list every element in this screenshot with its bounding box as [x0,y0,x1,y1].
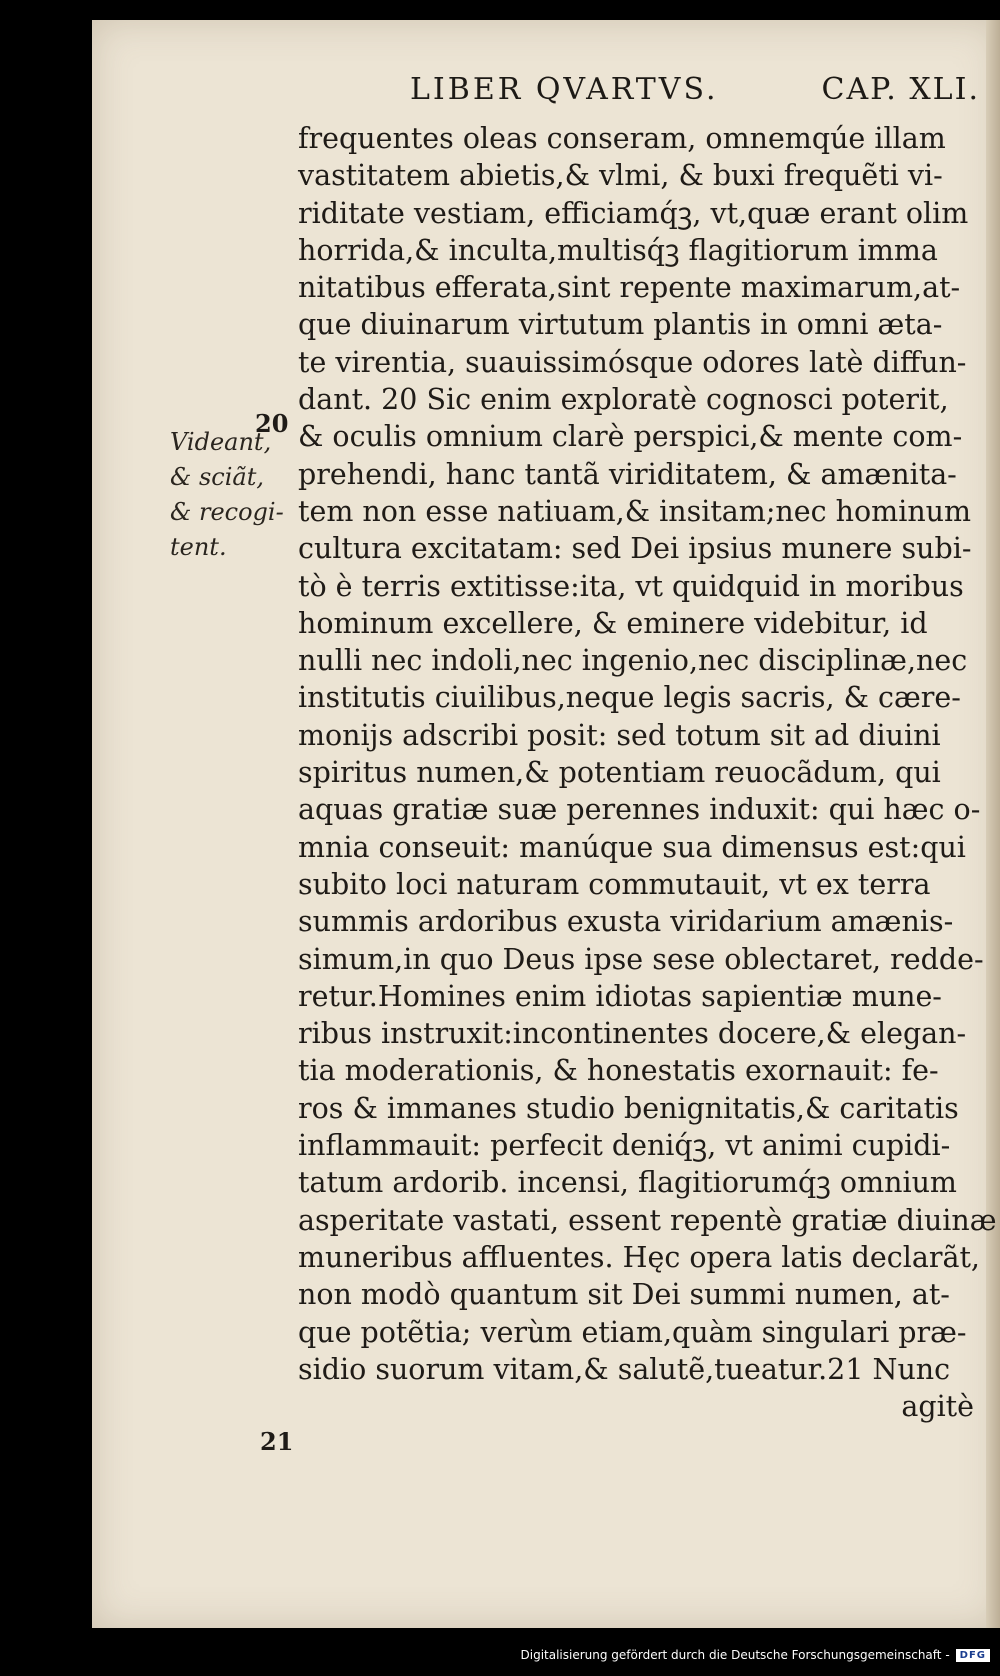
catchword: agitè [901,1390,974,1424]
text-line: prehendi, hanc tantã viriditatem, & amænita- [298,457,957,491]
text-line: spiritus numen,& potentiam reuocãdum, qui [298,756,941,790]
verse-number-20: 20 [255,409,289,438]
text-line: institutis ciuilibus,neque legis sacris, & cære- [298,681,961,715]
text-line: retur.Homines enim idiotas sapientiæ mune- [298,979,942,1013]
credit-text: Digitalisierung gefördert durch die Deutsche Forschungsgemeinschaft - [520,1648,950,1662]
text-line: vastitatem abietis,& vlmi, & buxi frequẽti vi- [298,159,943,193]
dfg-logo: DFG [956,1649,990,1662]
text-line: inflammauit: perfecit deniq́ꝫ, vt animi cupidi- [298,1129,951,1163]
marginal-note-line: tent. [170,533,227,561]
digitization-credit [521,1640,991,1670]
marginal-note-line: Videant, [170,428,272,456]
text-line: mnia conseuit: manúque sua dimensus est:qui [298,830,966,864]
text-line: subito loci naturam commutauit, vt ex terra [298,867,931,901]
body-text [298,120,997,1425]
text-line: nulli nec indoli,nec ingenio,nec disciplinæ,nec [298,644,968,678]
marginal-note-line: & sciãt, [170,463,265,491]
text-line: tatum ardorib. incensi, flagitiorumq́ꝫ omnium [298,1166,957,1200]
text-line: monijs adscribi posit: sed totum sit ad diuini [298,718,941,752]
text-line: cultura excitatam: sed Dei ipsius munere subi- [298,532,972,566]
text-line: non modò quantum sit Dei summi numen, at- [298,1278,950,1312]
text-line: summis ardoribus exusta viridarium amænis- [298,905,954,939]
text-line: que diuinarum virtutum plantis in omni æta- [298,308,943,342]
text-line: dant. 20 Sic enim exploratè cognosci poterit, [298,383,949,417]
text-line: tem non esse natiuam,& insitam;nec hominum [298,494,972,528]
text-line: te virentia, suauissimósque odores latè diffun- [298,345,967,379]
text-line: ribus instruxit:incontinentes docere,& elegan- [298,1017,967,1051]
text-line: riditate vestiam, efficiamq́ꝫ, vt,quæ erant olim [298,196,969,230]
text-line: tia moderationis, & honestatis exornauit: fe- [298,1054,939,1088]
text-line: simum,in quo Deus ipse sese oblectaret, redde- [298,942,984,976]
chapter-number: CAP. XLI. [821,72,980,107]
text-line: que potẽtia; verùm etiam,quàm singulari præ- [298,1315,967,1349]
text-line: frequentes oleas conseram, omnemqúe illam [298,122,946,155]
text-line: aquas gratiæ suæ perennes induxit: qui hæc o- [298,793,981,827]
book-page [92,20,1000,1628]
verse-number-21: 21 [260,1427,294,1456]
text-line: ros & immanes studio benignitatis,& caritatis [298,1091,959,1125]
running-title: LIBER QVARTVS. [410,72,719,107]
text-line: horrida,& inculta,multisq́ꝫ flagitiorum imma [298,233,938,267]
text-line: asperitate vastati, essent repentè gratiæ diuinæ [298,1203,997,1237]
text-line: muneribus affluentes. Hęc opera latis declarãt, [298,1240,980,1274]
marginal-note-line: & recogi- [170,498,284,526]
text-line: & oculis omnium clarè perspici,& mente com- [298,420,963,454]
page-header [92,72,1000,112]
text-line: nitatibus efferata,sint repente maximarum,at- [298,271,961,305]
text-line: sidio suorum vitam,& salutẽ,tueatur.21 Nunc [298,1352,951,1386]
text-line: hominum excellere, & eminere videbitur, id [298,606,928,640]
marginal-note [170,425,290,565]
text-line: tò è terris extitisse:ita, vt quidquid in moribus [298,569,964,603]
